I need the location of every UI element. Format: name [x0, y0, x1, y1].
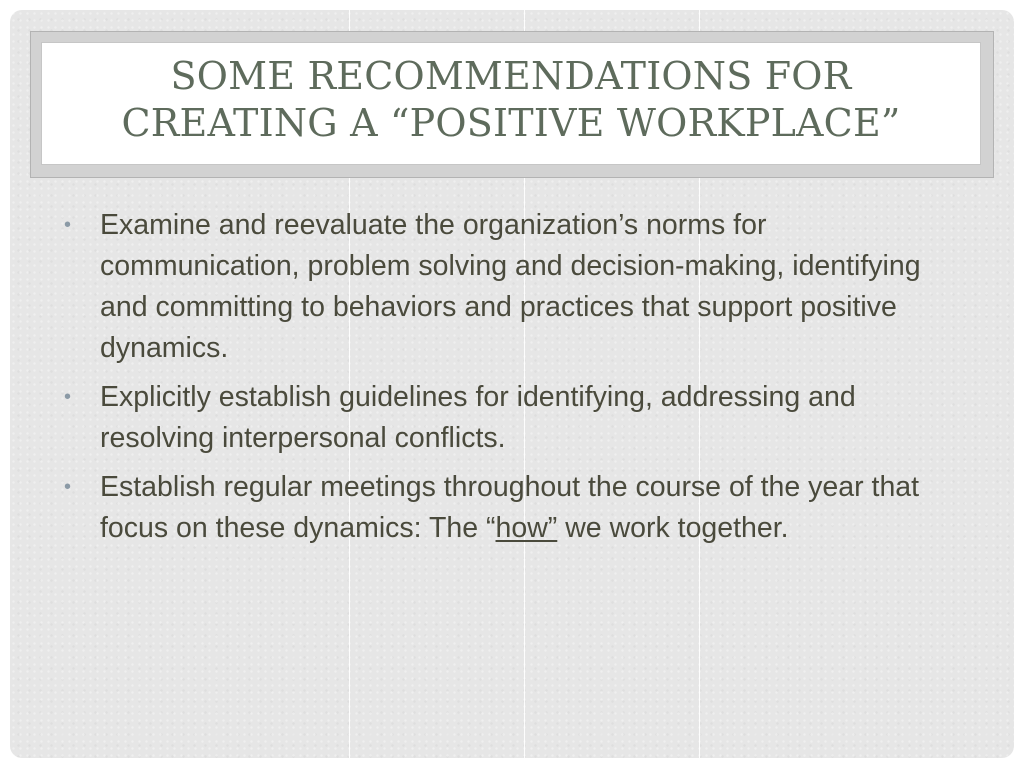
slide	[10, 10, 1014, 758]
bullet-icon: •	[64, 386, 72, 408]
bullet-item	[60, 467, 960, 549]
bullet-list	[60, 205, 960, 557]
bullet-text: Explicitly establish guidelines for identifying, addressing and resolving interpersonal conflicts.	[100, 381, 856, 454]
underlined-how-text: how”	[495, 512, 558, 544]
bullet-icon: •	[64, 214, 72, 236]
slide-title-line-2: CREATING A “POSITIVE WORKPLACE”	[121, 101, 901, 145]
title-box	[41, 42, 981, 165]
bullet-text-after: we work together.	[557, 512, 789, 544]
bullet-icon: •	[64, 476, 72, 498]
title-frame	[30, 31, 994, 178]
bullet-text-before: Establish regular meetings throughout the course of the year that focus on these dynamics: The “	[100, 471, 920, 544]
bullet-item	[60, 205, 960, 369]
bullet-item	[60, 377, 960, 459]
bullet-text: Examine and reevaluate the organization’s norms for communication, problem solving and decision-making, identifying and committing to behaviors and practices that support positive dynamics.	[100, 209, 921, 364]
slide-title	[42, 43, 980, 147]
slide-title-line-1: SOME RECOMMENDATIONS FOR	[170, 54, 852, 98]
